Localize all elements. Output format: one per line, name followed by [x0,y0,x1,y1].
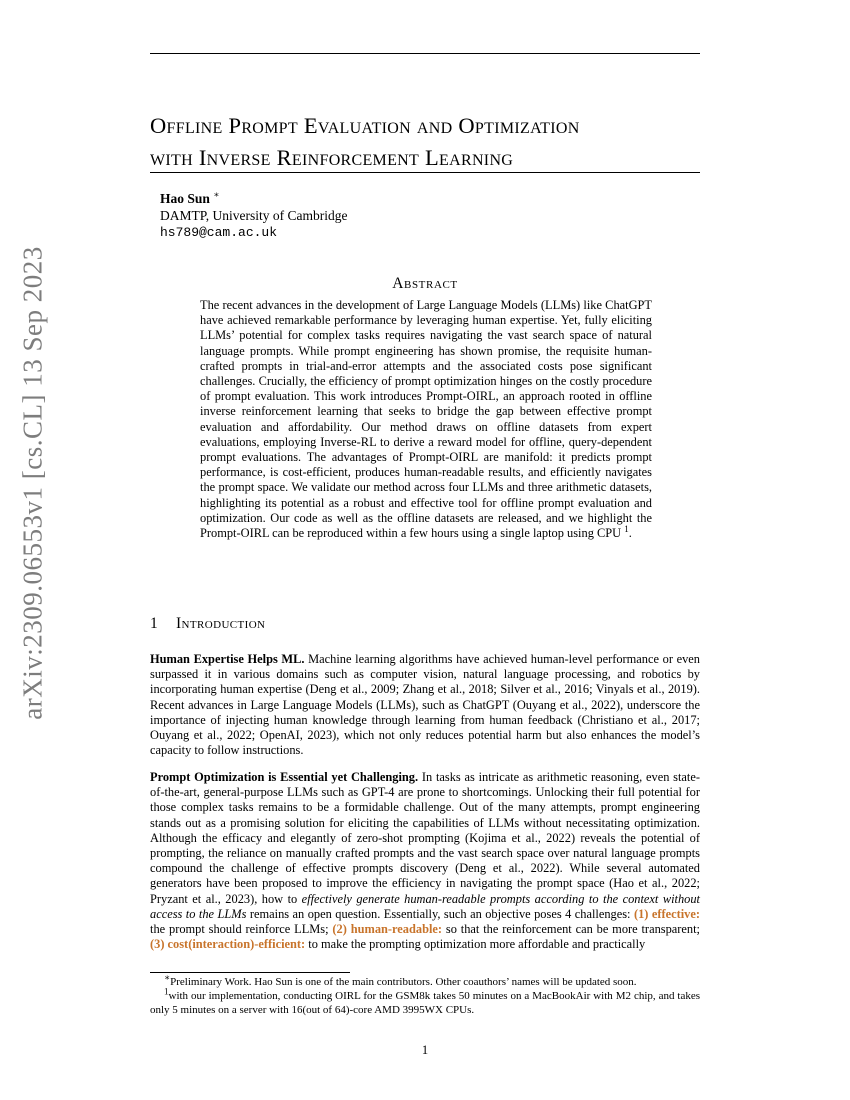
abstract-text: The recent advances in the development of Large Language Models (LLMs) like ChatGPT have achieved remarkable performance by leveraging human expertise. Yet, fully eliciting LLMs’ potential for complex tasks requires navigating the vast search space of natural language prompts. While prompt engineering has shown promise, the requisite human-crafted prompts in trial-and-error attempts and the associated costs pose significant challenges. Crucially, the efficiency of prompt optimization hinges on the costly procedure of prompt evaluation. This work introduces Prompt-OIRL, an approach rooted in offline inverse reinforcement learning that seeks to bridge the gap between effective prompt evaluation and affordability. Our method draws on offline datasets from expert evaluations, employing Inverse-RL to derive a reward model for offline, query-dependent prompt evaluations. The advantages of Prompt-OIRL are manifold: it predicts prompt performance, is cost-efficient, produces human-readable results, and efficiently navigates the prompt space. We validate our method across four LLMs and three arithmetic datasets, highlighting its potential as a robust and effective tool for offline prompt evaluation and optimization. Our code as well as the offline datasets are released, and we highlight the Prompt-OIRL can be reproduced within a few hours using a single laptop using CPU [200,298,652,541]
abstract-footnote-ref[interactable]: 1 [624,523,629,534]
top-rule [150,53,700,54]
para2-text-b: remains an open question. Essentially, such an objective poses 4 challenges: [246,906,634,921]
section-number: 1 [150,615,159,632]
para1-text: Machine learning algorithms have achieved human-level performance or even surpassed it in various domains such as computer vision, natural language processing, and robotics by incorporating human expertise (Deng et al., 2009; Zhang et al., 2018; Silver et al., 2016; Vinyals et al., 2019). Recent advances in Large Language Models (LLMs), such as ChatGPT (Ouyang et al., 2022), underscore the importance of injecting human knowledge through learning from human feedback (Christiano et al., 2017; Ouyang et al., 2022; OpenAI, 2023), which not only reduces potential harm but also enhances the model’s capacity to follow instructions. [150,652,700,758]
title-line-1: Offline Prompt Evaluation and Optimization [150,113,580,138]
footnote-1 [150,986,700,1017]
author-email[interactable]: hs789@cam.ac.uk [160,225,278,240]
footnote-star [150,972,700,989]
section-heading-introduction [150,615,265,633]
footnote-1-text: with our implementation, conducting OIRL for the GSM8k takes 50 minutes on a MacBookAir with M2 chip, and takes only 5 minutes on a server with 16(out of 64)-core AMD 3995WX CPUs. [150,990,700,1016]
footnote-1-marker: 1 [164,986,169,997]
paragraph-prompt-optimization [150,770,700,952]
author-block [160,190,347,241]
para2-lead: Prompt Optimization is Essential yet Challenging. [150,770,419,784]
challenge-effective: (1) effective: [633,906,700,921]
section-title: Introduction [176,615,266,632]
para2-text-a: In tasks as intricate as arithmetic reasoning, even state-of-the-art, general-purpose LLMs such as GPT-4 are prone to shortcomings. Unlocking their full potential for those complex tasks remains to be a formidable challenge. Out of the many attempts, prompt engineering stands out as a promising solution for eliciting the capabilities of LLMs without necessitating optimization. Although the efficacy and elegantly of zero-shot prompting (Kojima et al., 2022) reveals the potential of prompting, the reliance on manually crafted prompts and the vast search space over natural language prompts compound the challenge of effective prompts discovery (Deng et al., 2022). While several automated generators have been proposed to improve the efficiency in navigating the prompt space (Hao et al., 2022; Pryzant et al., 2023), how to [150,770,700,906]
paper-title [150,110,710,174]
challenge-human-readable: (2) human-readable: [332,922,443,937]
paragraph-human-expertise [150,652,700,758]
footnote-star-marker: ∗ [164,972,171,983]
para1-lead: Human Expertise Helps ML. [150,652,305,666]
author-name: Hao Sun [160,191,210,206]
abstract-body [200,298,652,541]
arxiv-stamp-text: arXiv:2309.06553v1 [cs.CL] 13 Sep 2023 [17,246,48,720]
para2-t3: to make the prompting optimization more affordable and practically [305,937,646,952]
title-line-2: with Inverse Reinforcement Learning [150,145,514,170]
author-affiliation: DAMTP, University of Cambridge [160,208,348,223]
abstract-heading: Abstract [392,275,458,292]
para2-italic: effectively generate human-readable prompts according to the context without access to the LLMs [150,891,701,921]
footnote-rule [150,972,350,973]
arxiv-stamp [8,246,58,720]
footnote-star-text: Preliminary Work. Hao Sun is one of the main contributors. Other coauthors’ names will be updated soon. [170,976,637,988]
author-marker: ∗ [213,189,220,200]
para2-t1: the prompt should reinforce LLMs; [150,922,333,937]
challenge-cost-efficient: (3) cost(interaction)-efficient: [150,937,306,952]
page-number: 1 [421,1043,429,1057]
abstract-end: . [628,526,632,541]
para2-t2: so that the reinforcement can be more transparent; [442,922,700,937]
footnotes [150,972,700,1017]
